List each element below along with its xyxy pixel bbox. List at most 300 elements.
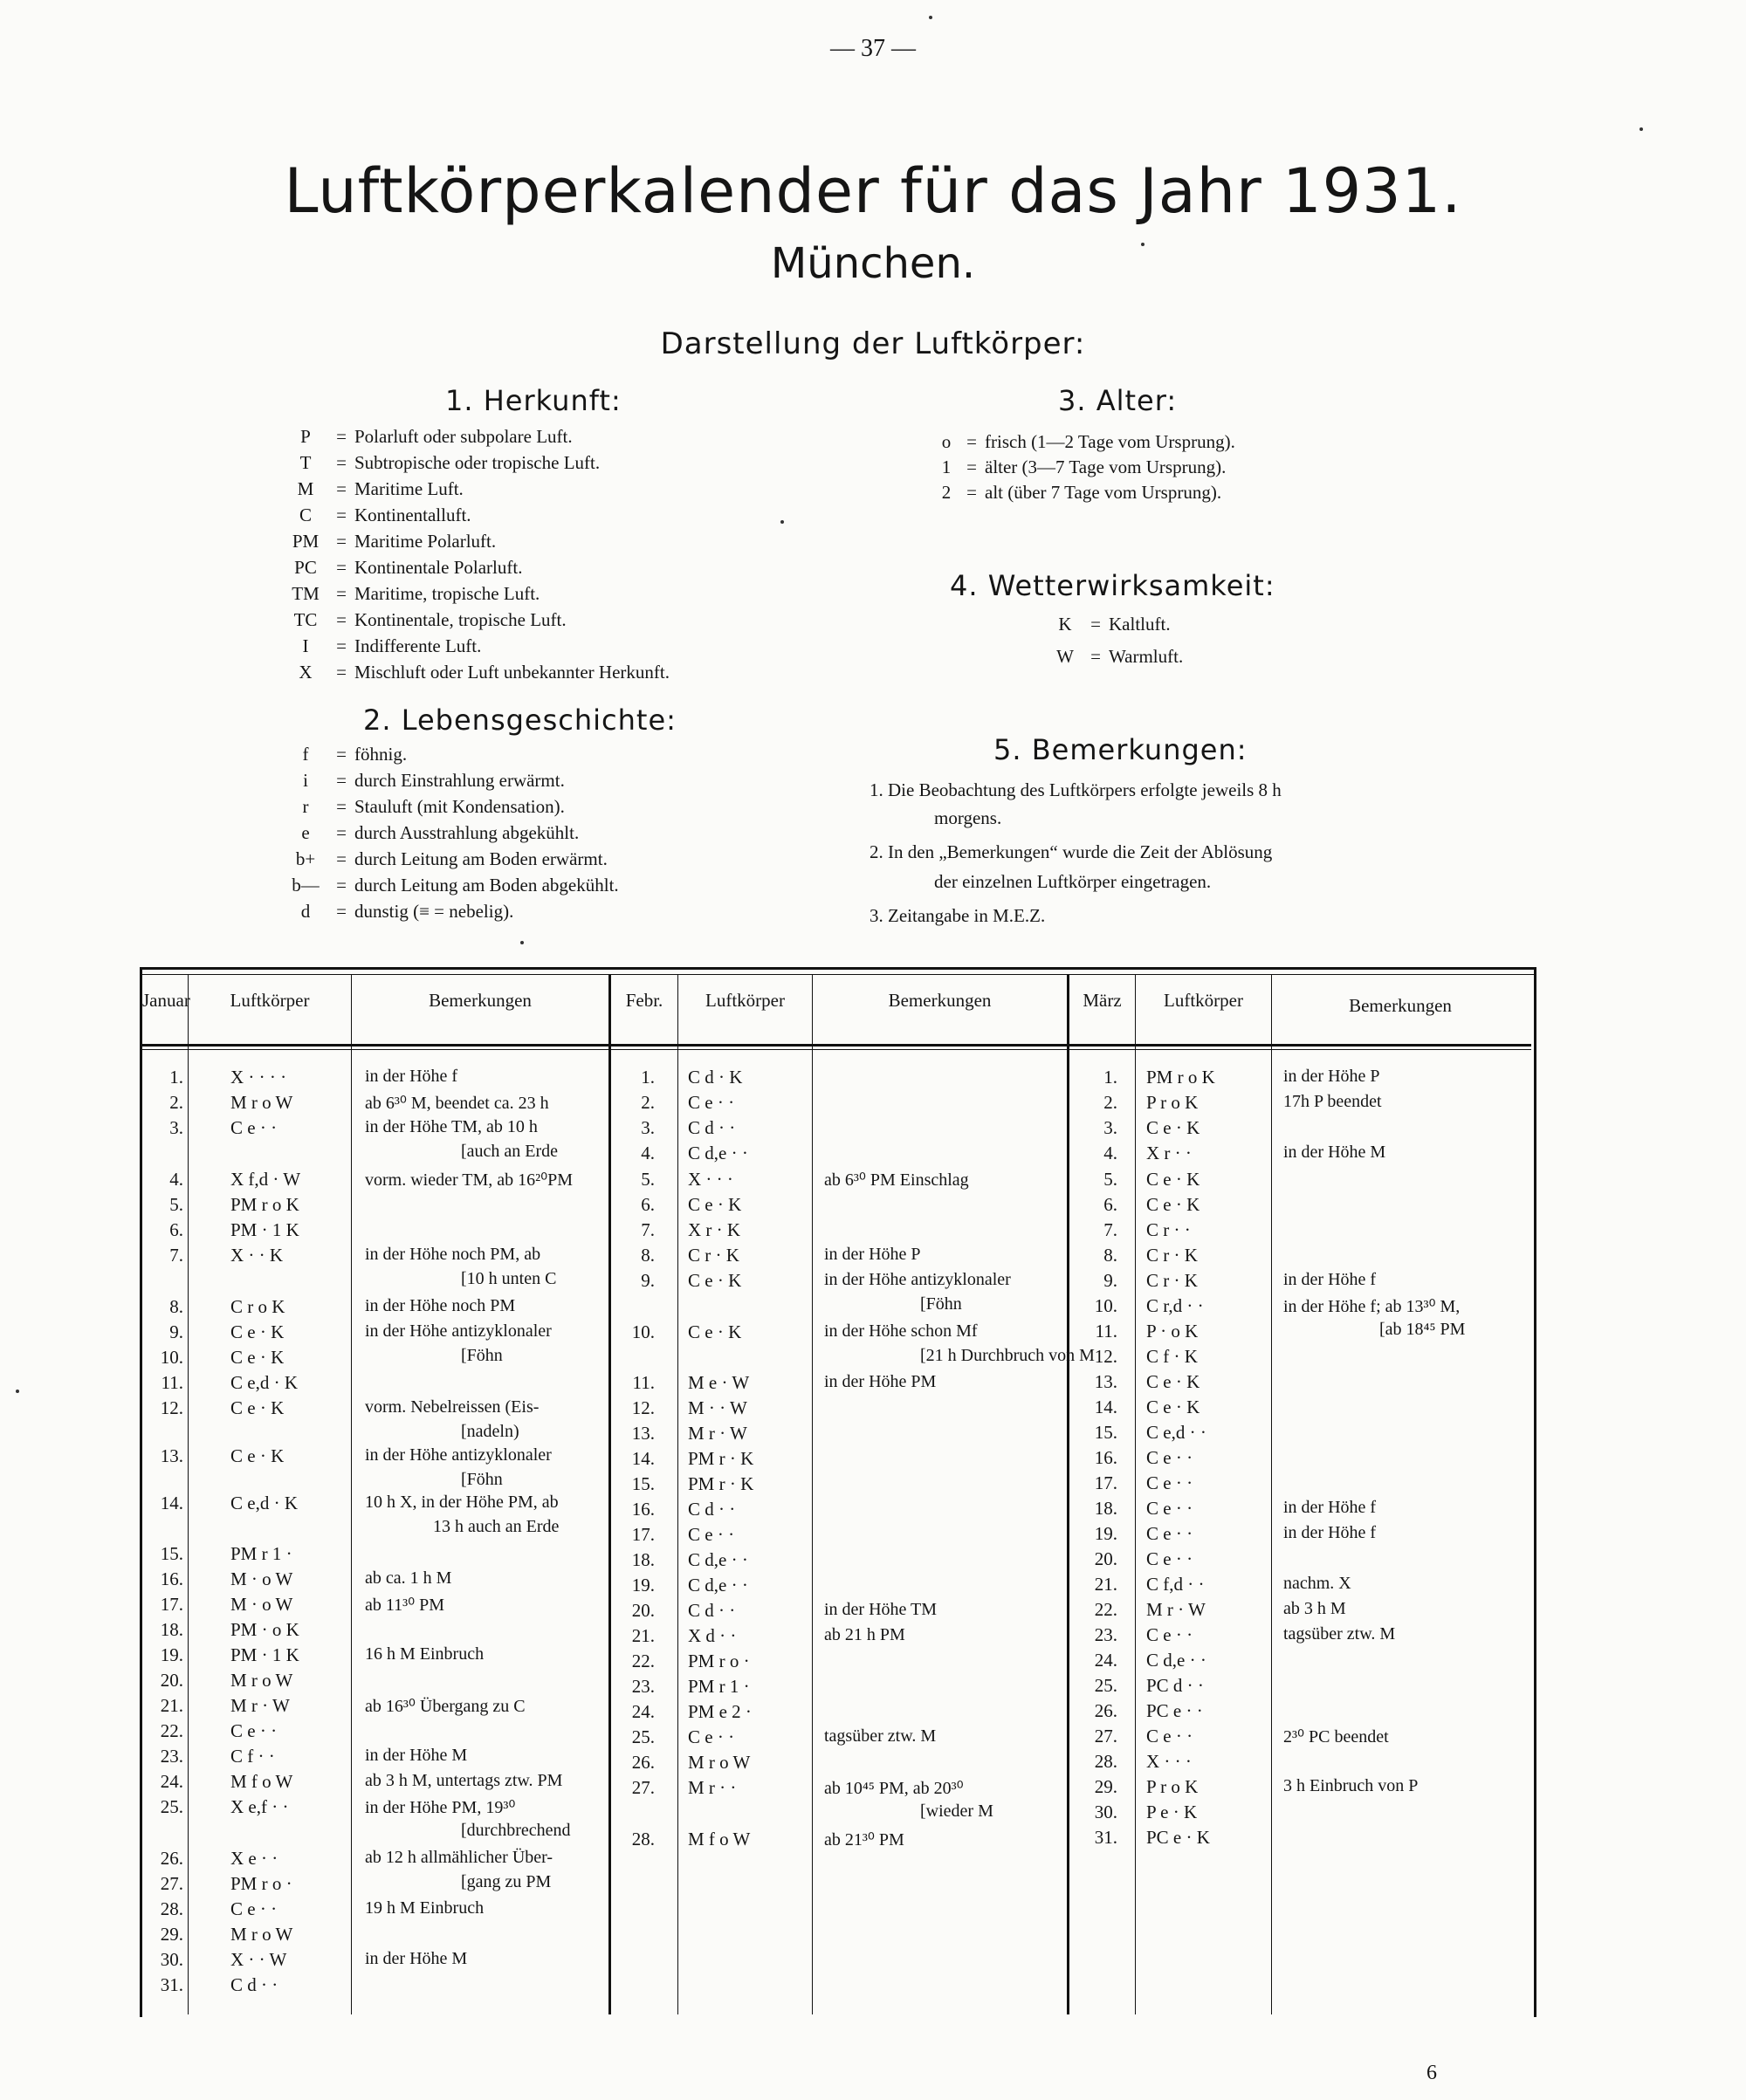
alter-text: älter (3—7 Tage vom Ursprung).: [985, 456, 1227, 477]
day-number: 13.: [631, 1423, 655, 1444]
luftkoerper-cell: M · o W: [230, 1594, 293, 1615]
herkunft-text: Mischluft oder Luft unbekannter Herkunft.: [354, 662, 670, 683]
bemerkung-cell: [wieder M: [920, 1801, 993, 1821]
scan-speck: [520, 941, 524, 944]
bemerkung-cell: 17h P beendet: [1283, 1092, 1382, 1111]
day-number: 19.: [631, 1575, 655, 1596]
bemerkung-cell: ab 21³⁰ PM: [824, 1830, 904, 1850]
day-number: 22.: [160, 1720, 183, 1741]
luftkoerper-cell: C e · K: [1146, 1117, 1200, 1138]
herkunft-text: Kontinentale, tropische Luft.: [354, 609, 567, 630]
luftkoerper-cell: C e · K: [1146, 1194, 1200, 1215]
day-number: 3.: [169, 1117, 183, 1138]
luftkoerper-cell: PM r o K: [1146, 1067, 1215, 1088]
luftkoerper-cell: C d · K: [688, 1067, 743, 1088]
bemerkung-cell: vorm. wieder TM, ab 16²⁰PM: [365, 1170, 574, 1190]
luftkoerper-cell: M r · W: [230, 1695, 290, 1716]
bemerkung-cell: in der Höhe TM: [824, 1600, 938, 1619]
luftkoerper-cell: C e · ·: [1146, 1498, 1193, 1519]
lebensgeschichte-text: Stauluft (mit Kondensation).: [354, 796, 565, 817]
day-number: 22.: [1094, 1599, 1117, 1620]
day-number: 1.: [641, 1067, 655, 1088]
day-number: 10.: [631, 1321, 655, 1342]
day-number: 12.: [631, 1397, 655, 1418]
luftkoerper-cell: C e · ·: [688, 1092, 735, 1113]
lebensgeschichte-text: föhnig.: [354, 744, 408, 765]
luftkoerper-cell: X d · ·: [688, 1625, 737, 1646]
luftkoerper-cell: C e,d · K: [230, 1372, 298, 1393]
bemerkung-cell: in der Höhe M: [365, 1949, 468, 1968]
day-number: 12.: [1094, 1346, 1117, 1367]
bemerkung-cell: [Föhn: [461, 1346, 503, 1365]
luftkoerper-cell: C d · ·: [688, 1499, 736, 1520]
luftkoerper-cell: X · · ·: [688, 1169, 733, 1190]
herkunft-item: [283, 504, 471, 526]
lebensgeschichte-code: b—: [292, 875, 320, 896]
luftkoerper-cell: C e · K: [1146, 1371, 1200, 1392]
bemerkung-cell: 16 h M Einbruch: [365, 1644, 485, 1664]
bemerkung-cell: [Föhn: [461, 1470, 503, 1489]
bemerkung-cell: in der Höhe noch PM, ab: [365, 1245, 541, 1264]
column-divider: [812, 974, 813, 2014]
day-number: 7.: [169, 1245, 183, 1266]
luftkoerper-cell: PM e 2 ·: [688, 1701, 752, 1722]
day-number: 25.: [1094, 1675, 1117, 1696]
luftkoerper-cell: M r o W: [230, 1092, 293, 1113]
equals-sign: =: [336, 770, 347, 791]
luftkoerper-cell: X · · W: [230, 1949, 287, 1970]
equals-sign: =: [336, 531, 347, 552]
luftkoerper-cell: X r · K: [688, 1219, 741, 1240]
bemerkung-cell: in der Höhe antizyklonaler: [824, 1270, 1011, 1289]
day-number: 27.: [631, 1777, 655, 1798]
luftkoerper-cell: P r o K: [1146, 1776, 1199, 1797]
luftkoerper-cell: PM r o K: [230, 1194, 299, 1215]
day-number: 18.: [160, 1619, 183, 1640]
herkunft-code: TM: [292, 583, 320, 604]
luftkoerper-cell: C e · ·: [230, 1898, 278, 1919]
bemerkung-cell: 13 h auch an Erde: [433, 1517, 560, 1536]
luftkoerper-cell: PM r 1 ·: [688, 1676, 750, 1697]
day-number: 5.: [641, 1169, 655, 1190]
luftkoerper-cell: X e · ·: [230, 1848, 278, 1869]
day-number: 14.: [631, 1448, 655, 1469]
table-header-rule: [140, 1049, 1531, 1050]
bemerkung-cell: in der Höhe PM, 19³⁰: [365, 1798, 516, 1817]
herkunft-text: Indifferente Luft.: [354, 635, 482, 656]
herkunft-text: Subtropische oder tropische Luft.: [354, 452, 601, 473]
luftkoerper-cell: C e · ·: [1146, 1624, 1193, 1645]
bemerkung-cell: ab ca. 1 h M: [365, 1568, 452, 1588]
day-number: 23.: [1094, 1624, 1117, 1645]
day-number: 4.: [641, 1143, 655, 1163]
luftkoerper-cell: PM r o ·: [688, 1650, 750, 1671]
day-number: 20.: [1094, 1548, 1117, 1569]
bemerkung-cell: [21 h Durchbruch von M: [920, 1346, 1095, 1365]
day-number: 15.: [1094, 1422, 1117, 1443]
footer-page-number: 6: [1426, 2062, 1437, 2084]
header-bemerkungen: Bemerkungen: [1349, 995, 1452, 1016]
day-number: 21.: [1094, 1574, 1117, 1595]
day-number: 18.: [631, 1549, 655, 1570]
herkunft-item: [283, 662, 670, 683]
luftkoerper-cell: X · · · ·: [230, 1067, 287, 1088]
luftkoerper-cell: C d · ·: [688, 1600, 736, 1621]
herkunft-code: C: [299, 504, 312, 525]
bemerkung-cell: in der Höhe PM: [824, 1372, 937, 1391]
luftkoerper-cell: C d · ·: [230, 1974, 278, 1995]
wetterwirksamkeit-heading: 4. Wetterwirksamkeit:: [950, 569, 1275, 602]
bemerkung-cell: in der Höhe P: [824, 1245, 921, 1264]
luftkoerper-cell: C e · ·: [230, 1117, 278, 1138]
luftkoerper-cell: M r o W: [230, 1924, 293, 1945]
day-number: 4.: [1103, 1143, 1117, 1163]
equals-sign: =: [336, 822, 347, 843]
equals-sign: =: [1090, 614, 1101, 635]
herkunft-text: Kontinentale Polarluft.: [354, 557, 523, 578]
day-number: 25.: [160, 1796, 183, 1817]
header-luftkoerper: Luftkörper: [705, 990, 785, 1011]
day-number: 21.: [160, 1695, 183, 1716]
herkunft-code: P: [300, 426, 311, 447]
equals-sign: =: [336, 452, 347, 473]
bemerkung-cell: in der Höhe noch PM: [365, 1296, 516, 1315]
column-divider: [188, 974, 189, 2014]
herkunft-item: [283, 478, 464, 500]
lebensgeschichte-text: dunstig (≡ = nebelig).: [354, 901, 514, 922]
luftkoerper-cell: C e · K: [230, 1445, 285, 1466]
day-number: 10.: [1094, 1295, 1117, 1316]
herkunft-code: T: [299, 452, 312, 473]
luftkoerper-cell: C d,e · ·: [688, 1575, 748, 1596]
day-number: 28.: [1094, 1751, 1117, 1772]
day-number: 8.: [641, 1245, 655, 1266]
lebensgeschichte-item: [283, 744, 407, 765]
equals-sign: =: [966, 482, 977, 503]
luftkoerper-cell: M f o W: [230, 1771, 293, 1792]
day-number: 16.: [1094, 1447, 1117, 1468]
luftkoerper-cell: X r · ·: [1146, 1143, 1192, 1163]
bemerkung-cell: ab 16³⁰ Übergang zu C: [365, 1697, 526, 1716]
day-number: 14.: [160, 1493, 183, 1513]
luftkoerper-cell: PM r · K: [688, 1448, 754, 1469]
herkunft-code: PC: [294, 557, 317, 578]
day-number: 24.: [1094, 1650, 1117, 1671]
day-number: 31.: [160, 1974, 183, 1995]
day-number: 18.: [1094, 1498, 1117, 1519]
day-number: 9.: [1103, 1270, 1117, 1291]
column-divider: [608, 974, 611, 2014]
bemerkung-cell: in der Höhe f: [1283, 1523, 1377, 1542]
luftkoerper-cell: PM · o K: [230, 1619, 299, 1640]
bemerkung-cell: [Föhn: [920, 1294, 962, 1314]
bemerkungen-line: 2. In den „Bemerkungen“ wurde die Zeit der Ablösung: [870, 841, 1273, 862]
alter-item: [934, 431, 1235, 453]
luftkoerper-cell: PM · 1 K: [230, 1644, 299, 1665]
luftkoerper-cell: M f o W: [688, 1829, 751, 1850]
day-number: 9.: [169, 1321, 183, 1342]
luftkoerper-cell: C e · ·: [688, 1524, 735, 1545]
day-number: 14.: [1094, 1397, 1117, 1417]
equals-sign: =: [336, 583, 347, 604]
herkunft-text: Maritime, tropische Luft.: [354, 583, 540, 604]
day-number: 2.: [641, 1092, 655, 1113]
luftkoerper-cell: C e · K: [1146, 1397, 1200, 1417]
equals-sign: =: [336, 744, 347, 765]
herkunft-item: [283, 452, 600, 474]
luftkoerper-cell: C e · K: [230, 1397, 285, 1418]
equals-sign: =: [336, 662, 347, 683]
day-number: 11.: [161, 1372, 183, 1393]
luftkoerper-cell: X e,f · ·: [230, 1796, 289, 1817]
scan-speck: [1639, 127, 1643, 131]
page-number: — 37 —: [830, 35, 916, 62]
luftkoerper-cell: C e · K: [1146, 1169, 1200, 1190]
luftkoerper-cell: C e,d · ·: [1146, 1422, 1206, 1443]
day-number: 30.: [1094, 1801, 1117, 1822]
luftkoerper-cell: PC e · K: [1146, 1827, 1210, 1848]
day-number: 24.: [160, 1771, 183, 1792]
day-number: 25.: [631, 1726, 655, 1747]
bemerkung-cell: in der Höhe antizyklonaler: [365, 1321, 552, 1341]
luftkoerper-cell: C e · K: [688, 1270, 742, 1291]
day-number: 24.: [631, 1701, 655, 1722]
luftkoerper-cell: C r · ·: [1146, 1219, 1191, 1240]
herkunft-code: M: [297, 478, 314, 499]
luftkoerper-cell: C r · K: [1146, 1270, 1198, 1291]
column-divider: [1067, 974, 1069, 2014]
bemerkung-cell: ab 3 h M, untertags ztw. PM: [365, 1771, 563, 1790]
day-number: 5.: [1103, 1169, 1117, 1190]
lebensgeschichte-item: [283, 822, 579, 844]
luftkoerper-cell: C r o K: [230, 1296, 285, 1317]
day-number: 3.: [1103, 1117, 1117, 1138]
luftkoerper-cell: M r · W: [688, 1423, 747, 1444]
bemerkung-cell: ab 12 h allmählicher Über-: [365, 1848, 553, 1867]
herkunft-item: [283, 583, 540, 605]
equals-sign: =: [1090, 646, 1101, 667]
luftkoerper-cell: X f,d · W: [230, 1169, 301, 1190]
equals-sign: =: [336, 901, 347, 922]
header-februar: Febr.: [625, 990, 663, 1011]
lebensgeschichte-item: [283, 901, 513, 923]
lebensgeschichte-code: f: [302, 744, 309, 765]
day-number: 6.: [169, 1219, 183, 1240]
day-number: 1.: [1103, 1067, 1117, 1088]
luftkoerper-cell: PM · 1 K: [230, 1219, 299, 1240]
luftkoerper-cell: C d,e · ·: [688, 1549, 748, 1570]
calendar-table: [140, 967, 1536, 2017]
bemerkungen-line: 3. Zeitangabe in M.E.Z.: [870, 905, 1046, 926]
bemerkung-cell: ab 6³⁰ M, beendet ca. 23 h: [365, 1094, 549, 1113]
herkunft-text: Polarluft oder subpolare Luft.: [354, 426, 573, 447]
bemerkung-cell: nachm. X: [1283, 1574, 1351, 1593]
alter-code: 2: [941, 482, 952, 503]
bemerkungen-line: morgens.: [934, 807, 1002, 828]
wetterwirksamkeit-item: [1048, 646, 1183, 668]
luftkoerper-cell: C e · K: [688, 1194, 742, 1215]
day-number: 28.: [631, 1829, 655, 1850]
bemerkung-cell: 10 h X, in der Höhe PM, ab: [365, 1493, 559, 1512]
wetterwirksamkeit-code: K: [1058, 614, 1072, 635]
bemerkung-cell: in der Höhe M: [1283, 1143, 1386, 1162]
herkunft-text: Maritime Polarluft.: [354, 531, 497, 552]
day-number: 10.: [160, 1347, 183, 1368]
bemerkung-cell: [nadeln): [461, 1422, 519, 1441]
day-number: 8.: [169, 1296, 183, 1317]
scan-speck: [1141, 243, 1145, 246]
day-number: 15.: [631, 1473, 655, 1494]
luftkoerper-cell: C f · K: [1146, 1346, 1198, 1367]
day-number: 20.: [160, 1670, 183, 1691]
day-number: 17.: [1094, 1472, 1117, 1493]
herkunft-heading: 1. Herkunft:: [445, 384, 622, 417]
herkunft-item: [283, 531, 496, 552]
bemerkung-cell: in der Höhe antizyklonaler: [365, 1445, 552, 1465]
column-divider: [1271, 974, 1272, 2014]
equals-sign: =: [336, 609, 347, 630]
herkunft-text: Maritime Luft.: [354, 478, 464, 499]
bemerkung-cell: 2³⁰ PC beendet: [1283, 1727, 1389, 1747]
luftkoerper-cell: C e · ·: [1146, 1447, 1193, 1468]
day-number: 13.: [160, 1445, 183, 1466]
lebensgeschichte-code: e: [301, 822, 310, 843]
wetterwirksamkeit-text: Kaltluft.: [1109, 614, 1171, 635]
day-number: 8.: [1103, 1245, 1117, 1266]
lebensgeschichte-code: b+: [295, 848, 316, 869]
day-number: 9.: [641, 1270, 655, 1291]
lebensgeschichte-item: [283, 796, 565, 818]
bemerkung-cell: in der Höhe f; ab 13³⁰ M,: [1283, 1297, 1461, 1316]
equals-sign: =: [336, 796, 347, 817]
luftkoerper-cell: C d,e · ·: [688, 1143, 748, 1163]
day-number: 2.: [169, 1092, 183, 1113]
herkunft-text: Kontinentalluft.: [354, 504, 471, 525]
day-number: 28.: [160, 1898, 183, 1919]
header-maerz: März: [1083, 990, 1122, 1011]
day-number: 1.: [169, 1067, 183, 1088]
day-number: 23.: [631, 1676, 655, 1697]
luftkoerper-cell: M r · W: [1146, 1599, 1206, 1620]
table-header-rule: [140, 1044, 1531, 1047]
equals-sign: =: [336, 635, 347, 656]
bemerkung-cell: in der Höhe M: [365, 1746, 468, 1765]
luftkoerper-cell: C r · K: [1146, 1245, 1198, 1266]
luftkoerper-cell: PC e · ·: [1146, 1700, 1203, 1721]
luftkoerper-cell: M r o W: [230, 1670, 293, 1691]
day-number: 7.: [641, 1219, 655, 1240]
luftkoerper-cell: C f · ·: [230, 1746, 275, 1767]
luftkoerper-cell: M · · W: [688, 1397, 747, 1418]
herkunft-item: [283, 609, 567, 631]
day-number: 22.: [631, 1650, 655, 1671]
luftkoerper-cell: X · · ·: [1146, 1751, 1192, 1772]
day-number: 15.: [160, 1543, 183, 1564]
bemerkung-cell: [gang zu PM: [461, 1872, 552, 1891]
bemerkung-cell: [durchbrechend: [461, 1821, 571, 1840]
equals-sign: =: [336, 504, 347, 525]
lebensgeschichte-heading: 2. Lebensgeschichte:: [363, 703, 677, 737]
luftkoerper-cell: C r,d · ·: [1146, 1295, 1204, 1316]
equals-sign: =: [966, 431, 977, 452]
luftkoerper-cell: C e · ·: [230, 1720, 278, 1741]
day-number: 12.: [160, 1397, 183, 1418]
luftkoerper-cell: C e · ·: [1146, 1548, 1193, 1569]
luftkoerper-cell: C e · K: [688, 1321, 742, 1342]
lebensgeschichte-item: [283, 770, 565, 792]
herkunft-item: [283, 557, 522, 579]
scan-speck: [929, 16, 932, 19]
bemerkung-cell: ab 11³⁰ PM: [365, 1596, 445, 1615]
day-number: 6.: [641, 1194, 655, 1215]
bemerkung-cell: in der Höhe P: [1283, 1067, 1380, 1086]
luftkoerper-cell: C e · ·: [1146, 1472, 1193, 1493]
luftkoerper-cell: P e · K: [1146, 1801, 1198, 1822]
day-number: 23.: [160, 1746, 183, 1767]
luftkoerper-cell: C e,d · K: [230, 1493, 298, 1513]
legend-heading: Darstellung der Luftkörper:: [660, 326, 1086, 361]
bemerkung-cell: ab 10⁴⁵ PM, ab 20³⁰: [824, 1779, 964, 1798]
lebensgeschichte-item: [283, 875, 619, 896]
day-number: 26.: [631, 1752, 655, 1773]
luftkoerper-cell: C d,e · ·: [1146, 1650, 1206, 1671]
column-divider: [1135, 974, 1136, 2014]
bemerkung-cell: 19 h M Einbruch: [365, 1898, 485, 1918]
day-number: 19.: [1094, 1523, 1117, 1544]
luftkoerper-cell: C e · ·: [688, 1726, 735, 1747]
luftkoerper-cell: C e · ·: [1146, 1523, 1193, 1544]
header-luftkoerper: Luftkörper: [1164, 990, 1243, 1011]
alter-code: o: [941, 431, 952, 452]
alter-item: [934, 482, 1221, 504]
luftkoerper-cell: C f,d · ·: [1146, 1574, 1205, 1595]
alter-code: 1: [941, 456, 952, 477]
day-number: 4.: [169, 1169, 183, 1190]
bemerkungen-line: der einzelnen Luftkörper eingetragen.: [934, 871, 1212, 892]
alter-heading: 3. Alter:: [1058, 384, 1178, 417]
bemerkung-cell: ab 21 h PM: [824, 1625, 905, 1644]
header-luftkoerper: Luftkörper: [230, 990, 310, 1011]
page-title: Luftkörperkalender für das Jahr 1931.: [284, 155, 1462, 227]
lebensgeschichte-text: durch Ausstrahlung abgekühlt.: [354, 822, 580, 843]
equals-sign: =: [336, 557, 347, 578]
bemerkung-cell: in der Höhe schon Mf: [824, 1321, 978, 1341]
luftkoerper-cell: M r · ·: [688, 1777, 737, 1798]
page-subtitle: München.: [770, 239, 976, 288]
lebensgeschichte-text: durch Leitung am Boden erwärmt.: [354, 848, 608, 869]
bemerkung-cell: tagsüber ztw. M: [824, 1726, 937, 1746]
bemerkung-cell: in der Höhe f: [1283, 1270, 1377, 1289]
bemerkung-cell: in der Höhe TM, ab 10 h: [365, 1117, 538, 1136]
equals-sign: =: [966, 456, 977, 477]
bemerkung-cell: tagsüber ztw. M: [1283, 1624, 1396, 1644]
luftkoerper-cell: M e · W: [688, 1372, 750, 1393]
day-number: 11.: [1095, 1321, 1117, 1342]
day-number: 16.: [160, 1568, 183, 1589]
herkunft-item: [283, 426, 573, 448]
wetterwirksamkeit-item: [1048, 614, 1171, 635]
herkunft-code: PM: [292, 531, 320, 552]
luftkoerper-cell: C r · K: [688, 1245, 739, 1266]
day-number: 17.: [160, 1594, 183, 1615]
day-number: 29.: [1094, 1776, 1117, 1797]
bemerkung-cell: ab 6³⁰ PM Einschlag: [824, 1170, 969, 1190]
herkunft-code: TC: [293, 609, 318, 630]
equals-sign: =: [336, 848, 347, 869]
day-number: 17.: [631, 1524, 655, 1545]
equals-sign: =: [336, 875, 347, 896]
luftkoerper-cell: X · · K: [230, 1245, 284, 1266]
